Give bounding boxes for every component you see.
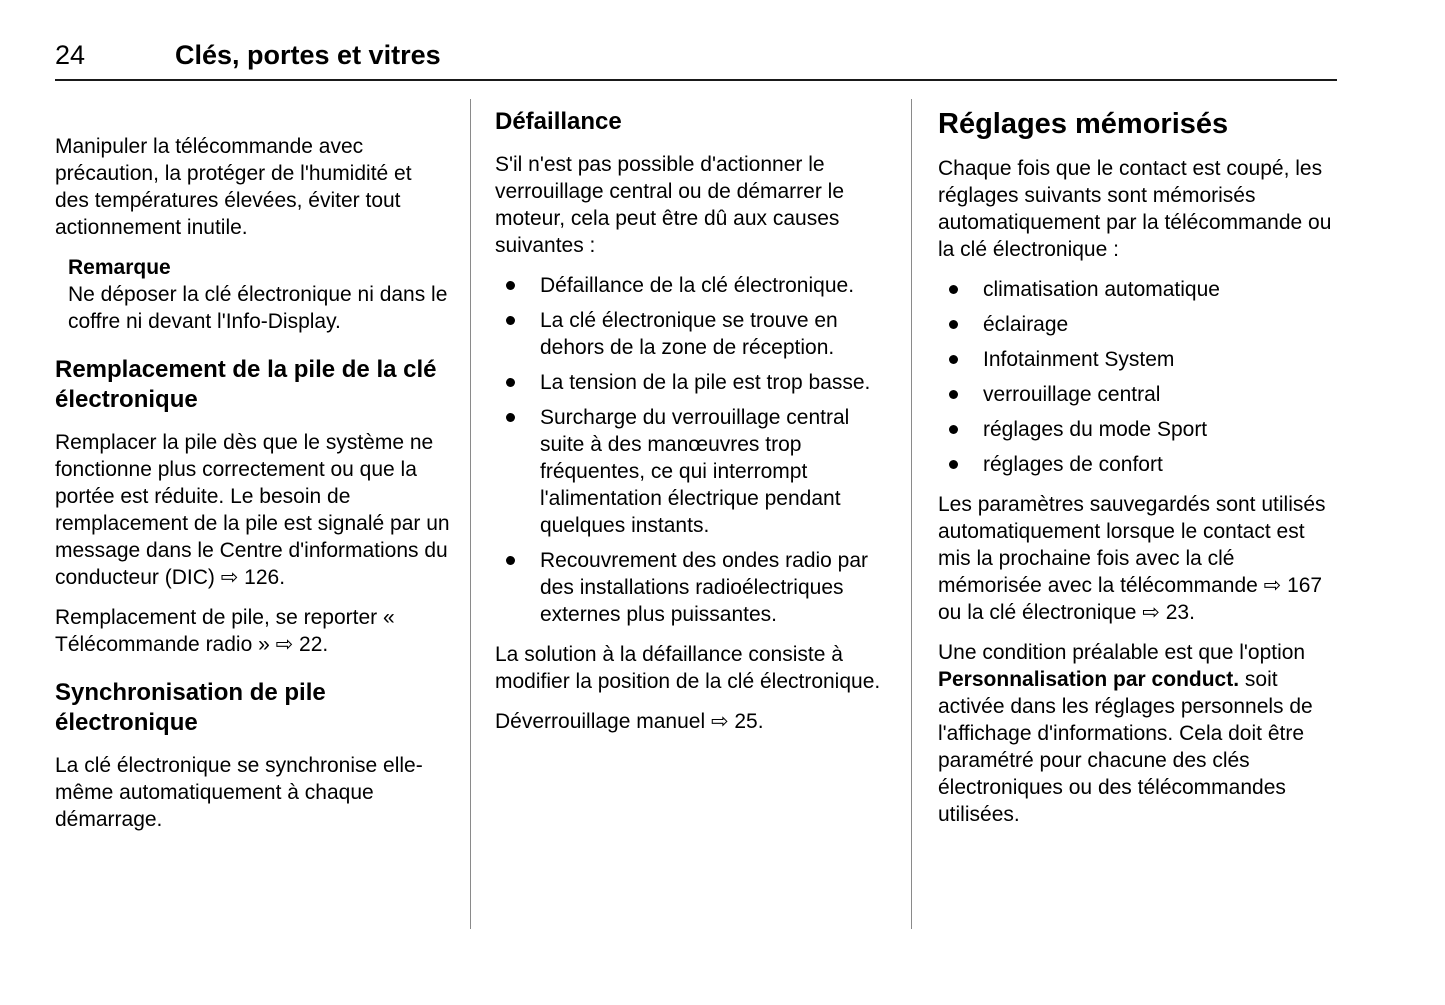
- section-heading-memorised-settings: Réglages mémorisés: [938, 108, 1229, 140]
- precondition-text-post: soit activée dans les réglages personnels de l'affichage d'informations. Cela doit être paramétré pour chacune des clés électroniques ou des télécommandes utilisées.: [938, 668, 1313, 826]
- bullet-icon: [949, 285, 958, 294]
- bullet-icon: [506, 556, 515, 565]
- list-item-text: verrouillage central: [983, 383, 1161, 406]
- paragraph-battery-reference: Remplacement de pile, se reporter « Télécommande radio » ⇨ 22.: [55, 606, 395, 656]
- paragraph-saved-parameters: Les paramètres sauvegardés sont utilisés automatiquement lorsque le contact est mis la prochaine fois avec la clé mémorisée avec la télécommande ⇨ 167 ou la clé électronique ⇨ 23.: [938, 493, 1326, 624]
- paragraph-manual-unlocking-reference: Déverrouillage manuel ⇨ 25.: [495, 710, 764, 733]
- list-item-text: réglages du mode Sport: [983, 418, 1208, 441]
- precondition-text-pre: Une condition préalable est que l'option: [938, 641, 1306, 664]
- list-item-text: éclairage: [983, 313, 1069, 336]
- memorised-settings-list: [938, 276, 1337, 478]
- page-number: 24: [55, 40, 86, 70]
- section-heading-battery-sync: Synchronisation de pile électronique: [55, 679, 326, 736]
- paragraph-battery-sync: La clé électronique se synchronise elle-même automatiquement à chaque démarrage.: [55, 754, 423, 831]
- bullet-icon: [506, 413, 515, 422]
- note-body: Ne déposer la clé électronique ni dans le coffre ni devant l'Info-Display.: [68, 283, 448, 333]
- chapter-title: Clés, portes et vitres: [175, 40, 441, 70]
- list-item: [938, 451, 1337, 478]
- paragraph-remote-handling: Manipuler la télécommande avec précaution, la protéger de l'humidité et des températures élevées, éviter tout actionnement inutile.: [55, 135, 412, 239]
- list-item: [495, 307, 891, 361]
- bullet-icon: [949, 460, 958, 469]
- manual-page: [0, 40, 1445, 1005]
- list-item: [938, 381, 1337, 408]
- section-heading-battery-replacement: Remplacement de la pile de la clé électronique: [55, 356, 437, 413]
- content-columns: [55, 99, 1337, 929]
- bullet-icon: [949, 355, 958, 364]
- list-item: [495, 272, 891, 299]
- list-item-text: Défaillance de la clé électronique.: [540, 274, 855, 297]
- paragraph-fault-solution: La solution à la défaillance consiste à modifier la position de la clé électronique.: [495, 643, 881, 693]
- paragraph-fault-intro: S'il n'est pas possible d'actionner le verrouillage central ou de démarrer le moteur, cela peut être dû aux causes suivantes :: [495, 153, 845, 257]
- bullet-icon: [506, 281, 515, 290]
- list-item: [938, 346, 1337, 373]
- bullet-icon: [506, 378, 515, 387]
- page-header: [55, 40, 1337, 81]
- column-middle: [470, 99, 911, 929]
- bullet-icon: [949, 425, 958, 434]
- list-item-text: réglages de confort: [983, 453, 1163, 476]
- list-item: [495, 404, 891, 539]
- column-left: [55, 99, 470, 929]
- bullet-icon: [949, 390, 958, 399]
- note-block: [68, 254, 450, 335]
- fault-causes-list: [495, 272, 891, 628]
- list-item-text: Recouvrement des ondes radio par des installations radioélectriques externes plus puissantes.: [540, 549, 869, 626]
- paragraph-precondition: [938, 639, 1337, 828]
- section-heading-fault: Défaillance: [495, 108, 622, 135]
- list-item: [495, 547, 891, 628]
- list-item-text: climatisation automatique: [983, 278, 1220, 301]
- list-item: [938, 311, 1337, 338]
- list-item-text: La tension de la pile est trop basse.: [540, 371, 871, 394]
- list-item: [938, 416, 1337, 443]
- list-item: [938, 276, 1337, 303]
- precondition-option-name: Personnalisation par conduct.: [938, 668, 1240, 691]
- list-item-text: Surcharge du verrouillage central suite à des manœuvres trop fréquentes, ce qui interrompt l'alimentation électrique pendant quelques instants.: [540, 406, 850, 537]
- paragraph-memorised-intro: Chaque fois que le contact est coupé, les réglages suivants sont mémorisés automatiquement par la télécommande ou la clé électronique :: [938, 157, 1332, 261]
- column-right: [911, 99, 1337, 929]
- bullet-icon: [949, 320, 958, 329]
- list-item-text: La clé électronique se trouve en dehors de la zone de réception.: [540, 309, 838, 359]
- paragraph-battery-replacement: Remplacer la pile dès que le système ne fonctionne plus correctement ou que la portée est réduite. Le besoin de remplacement de la pile est signalé par un message dans le Centre d'informations du conducteur (DIC) ⇨ 126.: [55, 431, 450, 589]
- bullet-icon: [506, 316, 515, 325]
- list-item: [495, 369, 891, 396]
- list-item-text: Infotainment System: [983, 348, 1175, 371]
- note-title: Remarque: [68, 256, 171, 279]
